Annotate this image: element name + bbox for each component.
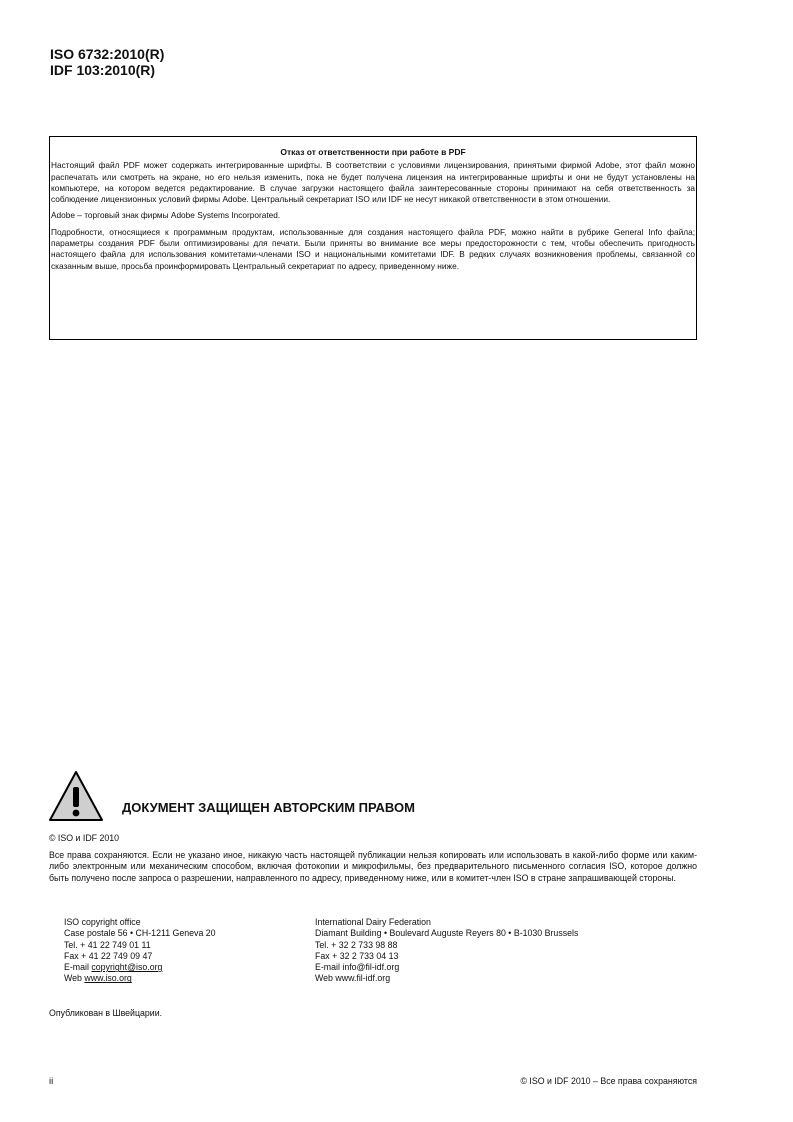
- idf-email: E-mail info@fil-idf.org: [315, 962, 400, 973]
- iso-email-link[interactable]: copyright@iso.org: [91, 962, 163, 973]
- iso-address: Case postale 56 • CH-1211 Geneva 20: [64, 928, 216, 939]
- idf-contact-block: [315, 917, 578, 985]
- disclaimer-paragraph: Adobe – торговый знак фирмы Adobe Systems Incorporated.: [51, 210, 281, 221]
- disclaimer-paragraph: Подробности, относящиеся к программным продуктам, использованные для создания настоящего файла PDF, можно найти в рубрике General Info файла; параметры создания PDF были оптимизированы для печати. Были приняты во внимание все меры предосторожности с тем, чтобы обеспечить пригодность настоящего файла для использования комитетами-членами ISO и национальными комитетами IDF. В редких случаях возникновения проблемы, связанной со сказанным выше, просьба проинформировать Центральный секретариат по адресу, приведенному ниже.: [51, 226, 695, 271]
- idf-tel: Tel. + 32 2 733 98 88: [315, 939, 398, 950]
- disclaimer-title: Отказ от ответственности при работе в PDF: [280, 147, 466, 157]
- iso-office-name: ISO copyright office: [64, 917, 141, 927]
- copyright-line: © ISO и IDF 2010: [49, 833, 120, 843]
- idf-web: Web www.fil-idf.org: [315, 973, 391, 984]
- copyright-title: ДОКУМЕНТ ЗАЩИЩЕН АВТОРСКИМ ПРАВОМ: [122, 800, 415, 815]
- idf-address: Diamant Building • Boulevard Auguste Reyers 80 • B-1030 Brussels: [315, 928, 579, 939]
- copyright-notice-header: [48, 770, 698, 822]
- iso-tel: Tel. + 41 22 749 01 11: [64, 939, 151, 950]
- idf-standard-number: IDF 103:2010(R): [50, 62, 156, 78]
- iso-email-label: E-mail: [64, 962, 92, 973]
- disclaimer-paragraph: Настоящий файл PDF может содержать интегрированные шрифты. В соответствии с условиями лицензирования, принятыми фирмой Adobe, этот файл можно распечатать или смотреть на экране, но его нельзя изменить, пока не будет получена лицензия на интегрированные шрифты и они не будут установлены на компьютере, на котором ведется редактирование. В случае загрузки настоящего файла заинтересованные стороны принимают на себя ответственность за соблюдение лицензионных условий фирмы Adobe. Центральный секретариат ISO или IDF не несут никакой ответственности в этом отношении.: [51, 160, 695, 205]
- footer-copyright: © ISO и IDF 2010 – Все права сохраняются: [520, 1076, 697, 1086]
- iso-email-line: [64, 962, 216, 973]
- iso-fax: Fax + 41 22 749 09 47: [64, 950, 153, 961]
- iso-web-link[interactable]: www.iso.org: [84, 973, 132, 984]
- page-number: ii: [49, 1076, 54, 1087]
- warning-icon: [48, 770, 104, 822]
- iso-contact-block: [64, 917, 216, 985]
- rights-reserved-text: Все права сохраняются. Если не указано иное, никакую часть настоящей публикации нельзя копировать или использовать в какой-либо форме или каким-либо электронным или механическим способом, включая фотокопии и микрофильмы, без предварительного письменного согласия ISO, которое должно быть получено после запроса о разрешении, направленного по адресу, приведенному ниже, или в комитет-член ISO в стране запрашивающей стороны.: [49, 850, 697, 883]
- iso-web-line: [64, 973, 216, 984]
- published-in: Опубликован в Швейцарии.: [49, 1008, 163, 1018]
- idf-name: International Dairy Federation: [315, 917, 431, 927]
- iso-standard-number: ISO 6732:2010(R): [50, 46, 165, 62]
- iso-web-label: Web: [64, 973, 85, 984]
- idf-fax: Fax + 32 2 733 04 13: [315, 950, 399, 961]
- standard-identifier: [50, 46, 164, 78]
- pdf-disclaimer-box: [49, 136, 697, 340]
